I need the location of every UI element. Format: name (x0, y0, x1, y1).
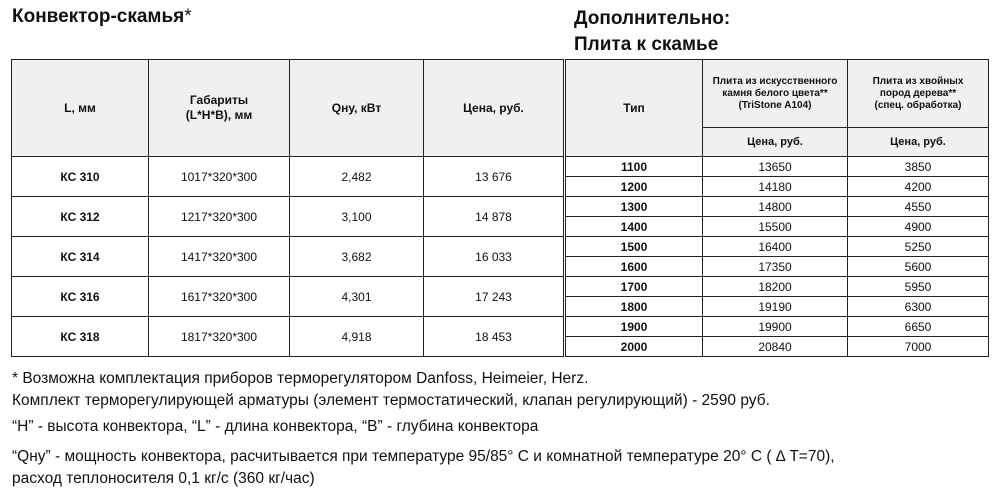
stone-price-cell: 14800 (703, 197, 848, 217)
wood-price-cell: 5250 (848, 237, 989, 257)
type-cell: 1700 (566, 277, 703, 297)
stone-header-line1: Плита из искусственного (712, 75, 838, 87)
wood-price-cell: 4900 (848, 217, 989, 237)
plate-header-row (566, 60, 989, 128)
wood-price-cell: 4200 (848, 177, 989, 197)
wood-header-line3: (спец. обработка) (874, 99, 962, 111)
table-row (566, 157, 989, 177)
type-cell: 1300 (566, 197, 703, 217)
footnotes (12, 368, 835, 490)
footnote-thermoregulator: * Возможна комплектация приборов терморегулятором Danfoss, Heimeier, Herz. (12, 370, 589, 387)
type-cell: 1600 (566, 257, 703, 277)
page-title-convector-bench (12, 6, 192, 28)
table-row (566, 317, 989, 337)
wood-price-cell: 3850 (848, 157, 989, 177)
model-cell: КС 314 (12, 237, 149, 277)
dims-cell: 1617*320*300 (149, 277, 290, 317)
q-cell: 3,682 (290, 237, 424, 277)
wood-price-cell: 6300 (848, 297, 989, 317)
bench-plate-label: Плита к скамье (574, 34, 719, 55)
dims-cell: 1017*320*300 (149, 157, 290, 197)
stone-price-cell: 13650 (703, 157, 848, 177)
dims-header-line1: Габариты (189, 93, 249, 107)
type-cell: 1200 (566, 177, 703, 197)
col-header-stone (703, 60, 848, 128)
col-header-wood (848, 60, 989, 128)
title-text: Конвектор-скамья (12, 6, 185, 27)
wood-price-cell: 5950 (848, 277, 989, 297)
table-row (12, 237, 564, 277)
wood-price-cell: 4550 (848, 197, 989, 217)
type-cell: 1900 (566, 317, 703, 337)
wood-price-cell: 6650 (848, 317, 989, 337)
convector-price-table (11, 59, 564, 357)
type-cell: 1500 (566, 237, 703, 257)
q-cell: 4,301 (290, 277, 424, 317)
model-cell: КС 318 (12, 317, 149, 357)
stone-price-cell: 14180 (703, 177, 848, 197)
dims-cell: 1817*320*300 (149, 317, 290, 357)
type-cell: 1800 (566, 297, 703, 317)
model-cell: КС 310 (12, 157, 149, 197)
price-cell: 18 453 (424, 317, 564, 357)
stone-price-cell: 17350 (703, 257, 848, 277)
price-cell: 14 878 (424, 197, 564, 237)
type-cell: 1100 (566, 157, 703, 177)
wood-header-line1: Плита из хвойных (872, 75, 964, 87)
col-header-dims (149, 60, 290, 157)
footnote-fittings: Комплект терморегулирующей арматуры (элемент термостатический, клапан регулирующий) - 2590 руб. (12, 392, 770, 409)
dims-cell: 1417*320*300 (149, 237, 290, 277)
table-row (566, 337, 989, 357)
additional-label: Дополнительно: (574, 8, 731, 29)
col-header-type: Тип (566, 60, 703, 157)
stone-header-line3: (TriStone A104) (738, 99, 812, 111)
model-cell: КС 316 (12, 277, 149, 317)
table-row (566, 197, 989, 217)
stone-price-label: Цена, руб. (703, 128, 848, 157)
model-cell: КС 312 (12, 197, 149, 237)
table-row (566, 277, 989, 297)
table-row (566, 217, 989, 237)
type-cell: 2000 (566, 337, 703, 357)
wood-price-cell: 5600 (848, 257, 989, 277)
dims-header-line2: (L*H*B), мм (185, 108, 253, 122)
dims-cell: 1217*320*300 (149, 197, 290, 237)
type-cell: 1400 (566, 217, 703, 237)
stone-price-cell: 15500 (703, 217, 848, 237)
footnote-flow: расход теплоносителя 0,1 кг/с (360 кг/час) (12, 470, 315, 487)
footnote-dimensions: “H” - высота конвектора, “L” - длина конвектора, “B” - глубина конвектора (12, 418, 539, 435)
stone-price-cell: 16400 (703, 237, 848, 257)
price-cell: 13 676 (424, 157, 564, 197)
table-row (12, 317, 564, 357)
col-header-q: Qну, кВт (290, 60, 424, 157)
footnote-power: “Qну” - мощность конвектора, расчитывается при температуре 95/85° C и комнатной температуре 20° C ( ∆ T=70), (12, 448, 835, 465)
table-row (566, 297, 989, 317)
price-cell: 17 243 (424, 277, 564, 317)
stone-header-line2: камня белого цвета** (722, 87, 828, 99)
table-row (566, 237, 989, 257)
page-title-additional (574, 6, 730, 58)
wood-price-label: Цена, руб. (848, 128, 989, 157)
title-star: * (184, 6, 192, 27)
q-cell: 2,482 (290, 157, 424, 197)
stone-price-cell: 19900 (703, 317, 848, 337)
table-row (566, 257, 989, 277)
stone-price-cell: 18200 (703, 277, 848, 297)
col-header-l: L, мм (12, 60, 149, 157)
price-cell: 16 033 (424, 237, 564, 277)
q-cell: 3,100 (290, 197, 424, 237)
table-row (12, 197, 564, 237)
wood-price-cell: 7000 (848, 337, 989, 357)
q-cell: 4,918 (290, 317, 424, 357)
wood-header-line2: пород дерева** (879, 87, 957, 99)
col-header-price: Цена, руб. (424, 60, 564, 157)
table-header-row (12, 60, 564, 157)
table-row (12, 277, 564, 317)
table-row (12, 157, 564, 197)
bench-plate-price-table (565, 59, 989, 357)
stone-price-cell: 20840 (703, 337, 848, 357)
stone-price-cell: 19190 (703, 297, 848, 317)
table-row (566, 177, 989, 197)
